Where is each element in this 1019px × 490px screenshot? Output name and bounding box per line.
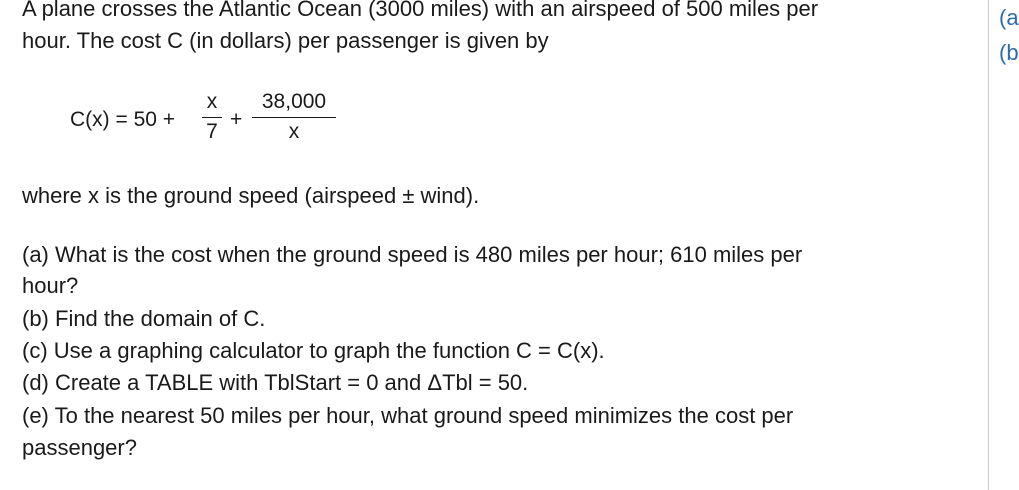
fraction-denominator: 7	[206, 120, 218, 143]
part-a-line-1: (a) What is the cost when the ground speed is 480 miles per hour; 610 miles per	[22, 242, 803, 267]
formula-lhs: C(x) = 50 +	[70, 108, 176, 131]
fraction-x-over-7	[202, 90, 222, 144]
part-e-line-2: passenger?	[22, 435, 137, 460]
fraction-denominator: x	[288, 120, 300, 143]
fraction-numerator: 38,000	[261, 90, 327, 113]
panel-divider	[988, 0, 989, 490]
fraction-bar	[202, 117, 222, 118]
where-line: where x is the ground speed (airspeed ± wind).	[22, 183, 480, 208]
side-panel-item-b[interactable]: (b	[999, 40, 1019, 65]
fraction-bar	[252, 117, 336, 118]
part-c: (c) Use a graphing calculator to graph the function C = C(x).	[22, 338, 605, 363]
part-b: (b) Find the domain of C.	[22, 306, 266, 331]
fraction-38000-over-x	[252, 90, 336, 144]
intro-line-2: hour. The cost C (in dollars) per passenger is given by	[22, 28, 549, 53]
fraction-numerator: x	[206, 90, 218, 113]
cost-formula	[70, 86, 370, 156]
side-panel-item-a[interactable]: (a	[999, 5, 1019, 30]
part-d: (d) Create a TABLE with TblStart = 0 and ΔTbl = 50.	[22, 370, 529, 395]
part-a-line-2: hour?	[22, 273, 79, 298]
intro-line-1: A plane crosses the Atlantic Ocean (3000 miles) with an airspeed of 500 miles per	[22, 0, 819, 21]
formula-plus: +	[230, 108, 243, 131]
part-e-line-1: (e) To the nearest 50 miles per hour, what ground speed minimizes the cost per	[22, 403, 794, 428]
